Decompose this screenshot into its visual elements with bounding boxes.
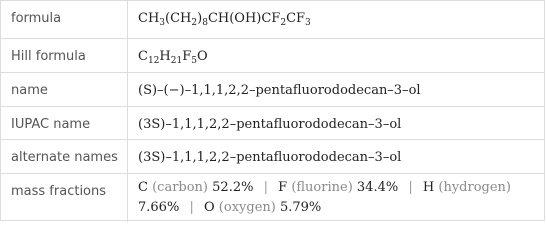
row-alternate-names — [1, 139, 544, 173]
formula-subscript: 8 — [202, 18, 208, 28]
formula-part: CH — [138, 11, 160, 26]
element-symbol: H — [422, 180, 435, 195]
formula-part: CH(OH)CF — [207, 11, 281, 26]
element-name: (fluorine) — [291, 180, 353, 195]
iupac-name-value: (3S)–1,1,1,2,2–pentafluorododecan–3–ol — [138, 117, 402, 132]
formula-value — [128, 1, 544, 38]
mass-fractions-line — [138, 178, 544, 198]
element-symbol: C — [138, 180, 148, 195]
row-label: mass fractions — [1, 174, 128, 222]
formula-subscript: 3 — [305, 18, 311, 28]
row-iupac-name — [1, 106, 544, 139]
formula-part: H — [159, 49, 171, 64]
row-label: IUPAC name — [1, 107, 128, 139]
element-symbol: F — [278, 180, 288, 195]
element-name: (oxygen) — [218, 200, 276, 215]
element-name: (carbon) — [152, 180, 209, 195]
formula-part: ) — [197, 11, 203, 26]
mass-fractions-line — [138, 198, 544, 218]
formula-subscript: 2 — [191, 18, 198, 28]
row-label: formula — [1, 1, 128, 38]
separator: | — [263, 180, 268, 195]
separator: | — [189, 200, 194, 215]
row-hill-formula — [1, 38, 544, 72]
mass-fractions-value — [128, 174, 544, 222]
formula-subscript: 21 — [170, 56, 183, 66]
formula-part: O — [196, 49, 208, 64]
hill-formula-value — [128, 39, 544, 72]
name-value: (S)–(−)–1,1,1,2,2–pentafluorododecan–3–ol — [138, 83, 421, 98]
formula-part: CF — [286, 11, 306, 26]
element-symbol: O — [203, 200, 215, 215]
element-percent: 5.79% — [279, 200, 322, 215]
element-percent: 34.4% — [356, 180, 399, 195]
formula-subscript: 2 — [280, 18, 287, 28]
row-mass-fractions — [1, 173, 544, 222]
element-percent: 7.66% — [138, 200, 180, 215]
formula-subscript: 3 — [159, 18, 166, 28]
element-percent: 52.2% — [212, 180, 254, 195]
element-name: (hydrogen) — [438, 180, 511, 195]
formula-part: F — [182, 49, 192, 64]
row-label: alternate names — [1, 140, 128, 173]
formula-subscript: 12 — [147, 56, 160, 66]
row-label: Hill formula — [1, 39, 128, 72]
separator: | — [408, 180, 413, 195]
row-formula — [1, 1, 544, 38]
formula-part: C — [138, 49, 148, 64]
formula-part: (CH — [165, 11, 192, 26]
row-label: name — [1, 73, 128, 106]
row-name — [1, 72, 544, 106]
alternate-names-value: (3S)–1,1,1,2,2–pentafluorododecan–3–ol — [138, 150, 402, 165]
formula-subscript: 5 — [191, 56, 197, 66]
